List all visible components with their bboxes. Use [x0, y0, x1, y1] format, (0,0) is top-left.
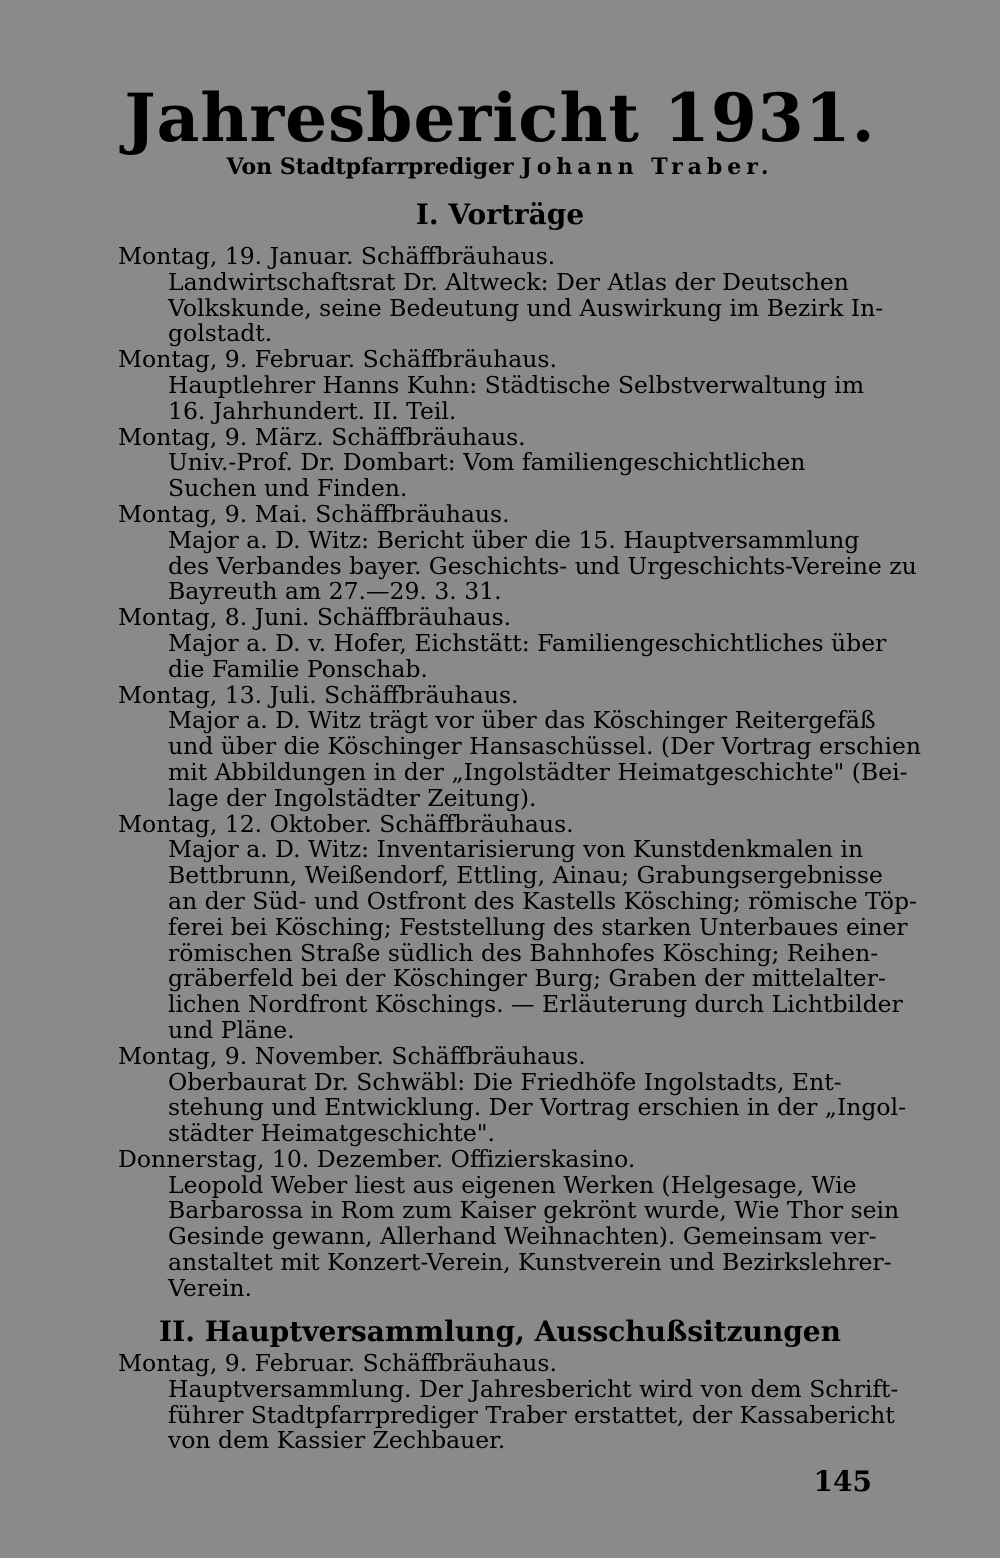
- entry-date-line: Donnerstag, 10. Dezember. Offizierskasino.: [118, 1144, 636, 1173]
- byline-author: Johann Traber.: [521, 154, 774, 180]
- byline: [0, 152, 1000, 182]
- entry-date-line: Montag, 9. Februar. Schäffbräuhaus.: [118, 1349, 557, 1377]
- entry-text-line: anstaltet mit Konzert-Verein, Kunstverein und Bezirkslehrer-: [168, 1248, 892, 1277]
- entry-date-line: Montag, 9. März. Schäffbräuhaus.: [118, 422, 526, 451]
- entry-text-line: Bayreuth am 27.—29. 3. 31.: [168, 577, 502, 606]
- entry-text-line: Leopold Weber liest aus eigenen Werken (Helgesage, Wie: [168, 1170, 857, 1199]
- entry-text-line: lichen Nordfront Köschings. — Erläuterung durch Lichtbilder: [168, 990, 903, 1019]
- entry-date-line: Montag, 8. Juni. Schäffbräuhaus.: [118, 603, 512, 632]
- entry-text-line: Hauptlehrer Hanns Kuhn: Städtische Selbstverwaltung im: [168, 370, 865, 399]
- entry-text-line: Gesinde gewann, Allerhand Weihnachten). Gemeinsam ver-: [168, 1222, 877, 1251]
- entry-text-line: an der Süd- und Ostfront des Kastells Kösching; römische Töp-: [168, 886, 917, 915]
- entry-text-line: Barbarossa in Rom zum Kaiser gekrönt wurde, Wie Thor sein: [168, 1196, 900, 1225]
- entry-text-line: Major a. D. Witz: Inventarisierung von Kunstdenkmalen in: [168, 835, 864, 864]
- section-heading-vortraege: I. Vorträge: [415, 198, 585, 231]
- page-number: 145: [813, 1465, 872, 1498]
- entry-date-line: Montag, 19. Januar. Schäffbräuhaus.: [118, 242, 556, 270]
- entry-text-line: stehung und Entwicklung. Der Vortrag erschien in der „Ingol-: [168, 1093, 907, 1122]
- entry-text-line: gräberfeld bei der Köschinger Burg; Graben der mittelalter-: [168, 964, 886, 993]
- entry-text-line: Volkskunde, seine Bedeutung und Auswirkung im Bezirk In-: [168, 293, 884, 322]
- section-vortraege-body: [118, 242, 921, 1302]
- entry-text-line: Major a. D. Witz: Bericht über die 15. Hauptversammlung: [168, 525, 860, 554]
- entry-text-line: des Verbandes bayer. Geschichts- und Urgeschichts-Vereine zu: [168, 551, 917, 580]
- entry-text-line: Bettbrunn, Weißendorf, Ettling, Ainau; Grabungsergebnisse: [168, 861, 883, 890]
- page-title: Jahresbericht 1931.: [124, 79, 876, 157]
- entry-date-line: Montag, 13. Juli. Schäffbräuhaus.: [118, 680, 519, 709]
- entry-date-line: Montag, 9. November. Schäffbräuhaus.: [118, 1041, 586, 1070]
- entry-text-line: mit Abbildungen in der „Ingolstädter Heimatgeschichte" (Bei-: [168, 757, 908, 786]
- byline-prefix: Von Stadtpfarrprediger: [226, 154, 514, 180]
- entry-text-line: Landwirtschaftsrat Dr. Altweck: Der Atlas der Deutschen: [168, 267, 849, 296]
- entry-text-line: von dem Kassier Zechbauer.: [168, 1426, 506, 1455]
- entry-text-line: ferei bei Kösching; Feststellung des starken Unterbaues einer: [168, 912, 908, 941]
- entry-text-line: römischen Straße südlich des Bahnhofes Kösching; Reihen-: [168, 938, 879, 967]
- entry-text-line: 16. Jahrhundert. II. Teil.: [168, 396, 457, 425]
- entry-text-line: die Familie Ponschab.: [168, 654, 428, 683]
- entry-text-line: Major a. D. Witz trägt vor über das Köschinger Reitergefäß: [168, 706, 876, 735]
- entry-text-line: führer Stadtpfarrprediger Traber erstattet, der Kassabericht: [168, 1400, 895, 1429]
- entry-text-line: Verein.: [168, 1273, 252, 1302]
- entry-text-line: Univ.-Prof. Dr. Dombart: Vom familiengeschichtlichen: [168, 448, 806, 477]
- entry-text-line: städter Heimatgeschichte".: [168, 1119, 496, 1148]
- entry-text-line: und über die Köschinger Hansaschüssel. (Der Vortrag erschien: [168, 732, 921, 761]
- entry-text-line: golstadt.: [168, 319, 273, 348]
- entry-text-line: lage der Ingolstädter Zeitung).: [168, 783, 537, 812]
- entry-text-line: Major a. D. v. Hofer, Eichstätt: Familiengeschichtliches über: [168, 628, 887, 657]
- entry-text-line: und Pläne.: [168, 1015, 295, 1044]
- entry-text-line: Oberbaurat Dr. Schwäbl: Die Friedhöfe Ingolstadts, Ent-: [168, 1067, 842, 1096]
- entry-text-line: Suchen und Finden.: [168, 474, 408, 503]
- entry-date-line: Montag, 9. Mai. Schäffbräuhaus.: [118, 499, 510, 528]
- section-hauptversammlung-body: [118, 1349, 899, 1455]
- entry-date-line: Montag, 9. Februar. Schäffbräuhaus.: [118, 345, 557, 374]
- entry-date-line: Montag, 12. Oktober. Schäffbräuhaus.: [118, 809, 574, 838]
- section-heading-hauptversammlung: II. Hauptversammlung, Ausschußsitzungen: [159, 1315, 841, 1348]
- entry-text-line: Hauptversammlung. Der Jahresbericht wird von dem Schrift-: [168, 1374, 899, 1403]
